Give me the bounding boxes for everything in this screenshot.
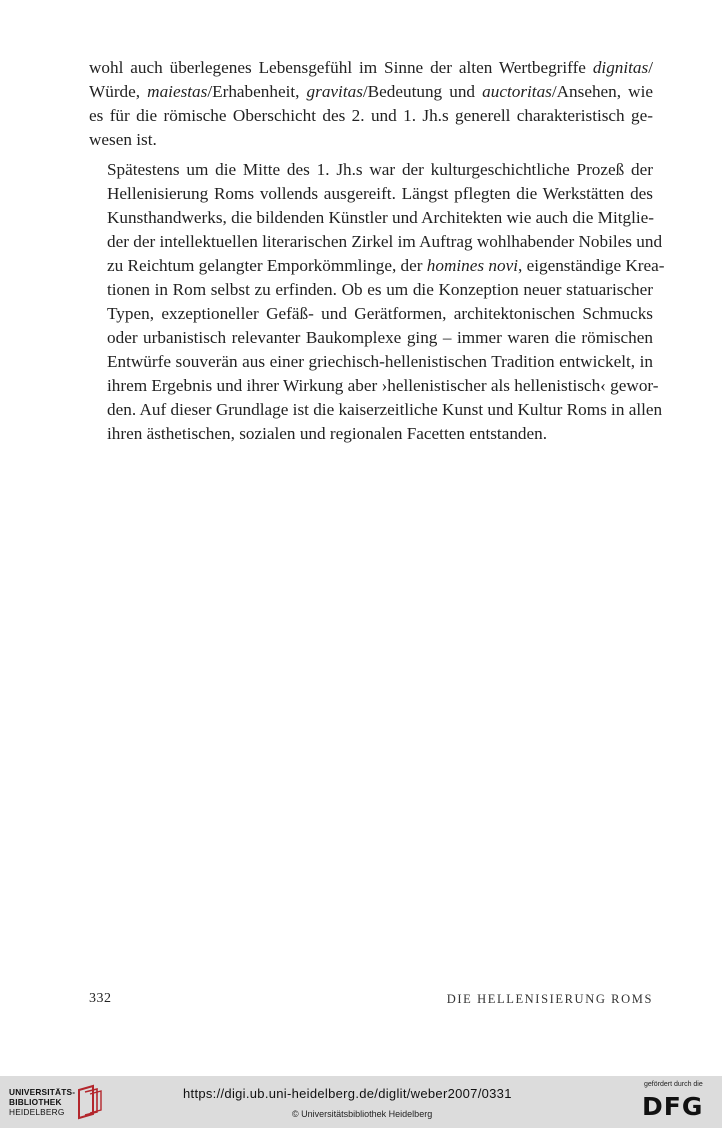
page-footer xyxy=(89,991,653,1011)
logo-text xyxy=(9,1087,75,1117)
library-mark-icon xyxy=(75,1084,103,1120)
logo-line-1: UNIVERSITÄTS- xyxy=(9,1087,76,1097)
text-line: oder urbanistisch relevanter Baukomplexe ging – immer waren die römischen xyxy=(107,328,653,347)
text-line: Entwürfe souverän aus einer griechisch-hellenistischen Tradition entwickelt, in xyxy=(107,352,653,371)
text-line: tionen in Rom selbst zu erfinden. Ob es um die Konzeption neuer statuarischer xyxy=(107,280,653,299)
text-line: zu Reichtum gelangter Emporkömmlinge, der homines novi, eigenständige Krea- xyxy=(107,256,665,275)
text-line: Kunsthandwerks, die bildenden Künstler und Architekten wie auch die Mitglie- xyxy=(107,208,655,227)
library-banner xyxy=(0,1076,722,1128)
body-text xyxy=(89,56,665,446)
text-line: den. Auf dieser Grundlage ist die kaiserzeitliche Kunst und Kultur Roms in allen xyxy=(107,400,663,419)
university-library-logo[interactable] xyxy=(9,1084,104,1120)
dfg-logo-block[interactable] xyxy=(640,1081,716,1125)
text-line: Typen, exzeptioneller Gefäß- und Gerätformen, architektonischen Schmucks xyxy=(107,304,653,323)
text-line: Spätestens um die Mitte des 1. Jh.s war der kulturgeschichtliche Prozeß der xyxy=(107,160,653,179)
text-line: wesen ist. xyxy=(89,130,157,149)
text-line: ihren ästhetischen, sozialen und regionalen Facetten entstanden. xyxy=(107,424,548,443)
copyright-notice: © Universitätsbibliothek Heidelberg xyxy=(292,1109,433,1119)
text-line: es für die römische Oberschicht des 2. und 1. Jh.s generell charakteristisch ge- xyxy=(89,106,653,125)
text-line: ihrem Ergebnis und ihrer Wirkung aber ›hellenistischer als hellenistisch‹ gewor- xyxy=(107,376,659,395)
logo-line-3: HEIDELBERG xyxy=(9,1107,65,1117)
dfg-logo: DFG xyxy=(642,1092,704,1121)
text-line: wohl auch überlegenes Lebensgefühl im Sinne der alten Wertbegriffe dignitas/ xyxy=(89,58,653,77)
paragraph-2 xyxy=(89,158,665,446)
page-number: 332 xyxy=(89,991,112,1006)
text-line: der der intellektuellen literarischen Zirkel im Auftrag wohlhabender Nobiles und xyxy=(107,232,663,251)
dfg-caption: gefördert durch die xyxy=(644,1081,703,1088)
logo-line-2: BIBLIOTHEK xyxy=(9,1097,62,1107)
paragraph-1 xyxy=(89,56,653,152)
text-line: Hellenisierung Roms vollends ausgereift. Längst pflegten die Werkstätten des xyxy=(107,184,653,203)
running-title: DIE HELLENISIERUNG ROMS xyxy=(446,992,653,1006)
text-line: Würde, maiestas/Erhabenheit, gravitas/Bedeutung und auctoritas/Ansehen, wie xyxy=(89,82,653,101)
source-url-link[interactable]: https://digi.ub.uni-heidelberg.de/diglit/weber2007/0331 xyxy=(183,1086,512,1101)
